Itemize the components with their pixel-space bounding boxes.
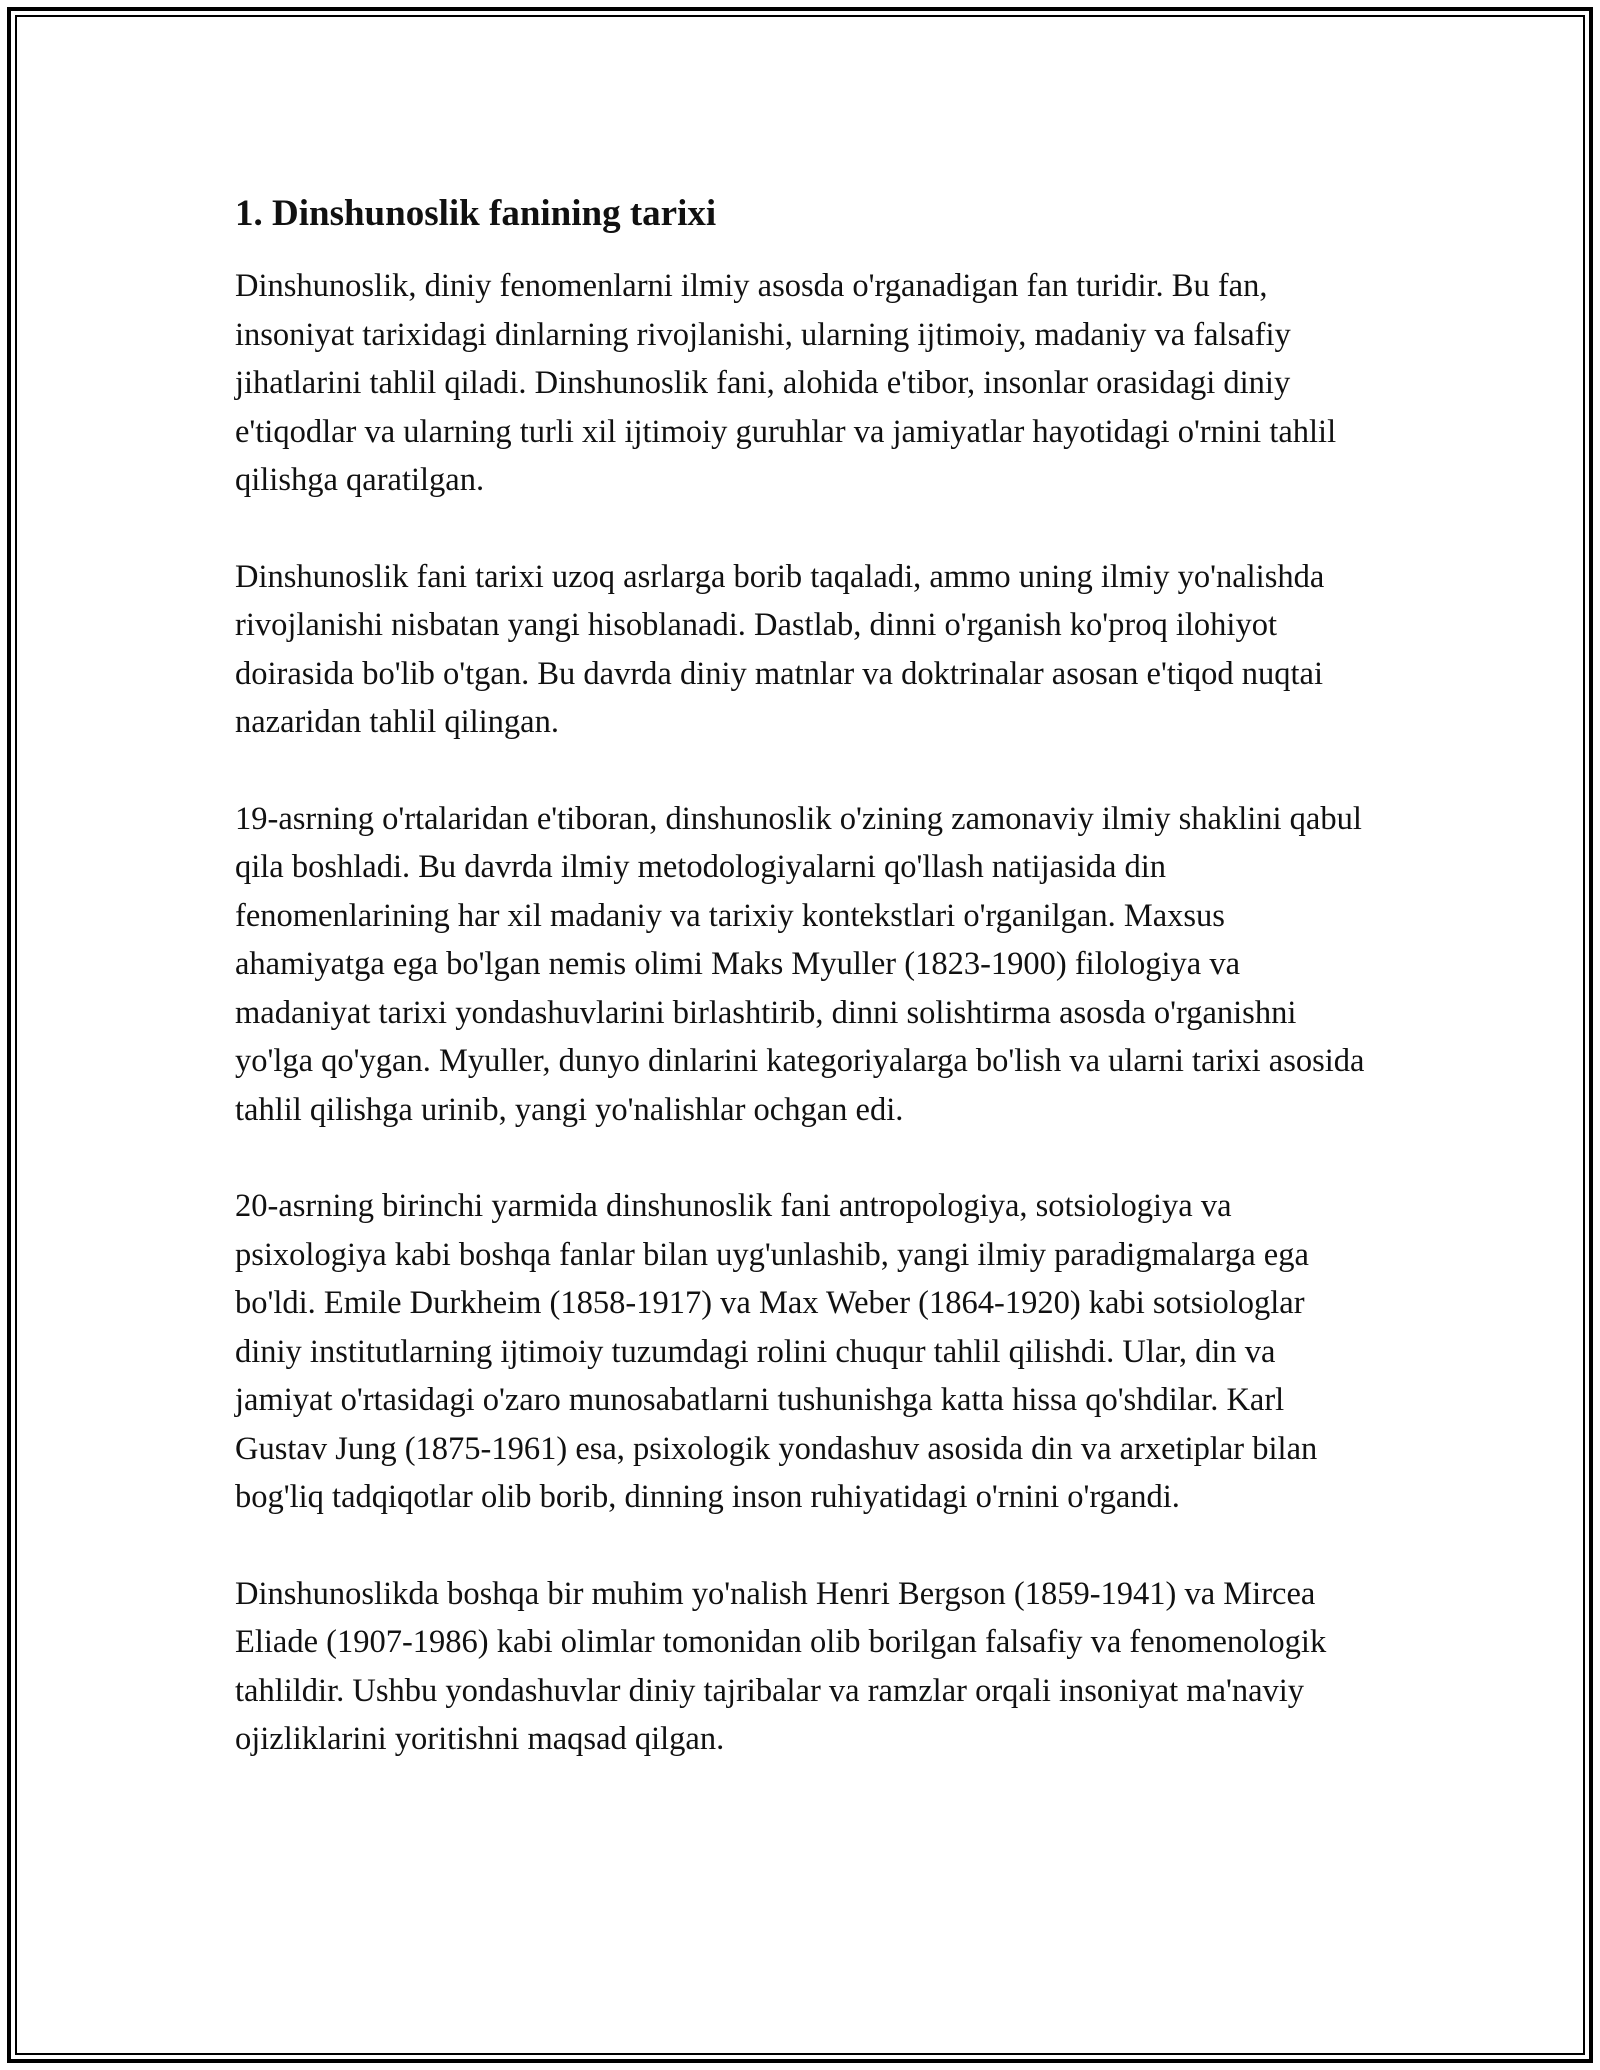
- paragraph-20th-century: 20-asrning birinchi yarmida dinshunoslik fani antropologiya, sotsiologiya va psixologiya kabi boshqa fanlar bilan uyg'unlashib, yangi ilmiy paradigmalarga ega bo'ldi. Emile Durkheim (1858-1917) va Max Weber (1864-1920) kabi sotsiologlar diniy institutlarning ijtimoiy tuzumdagi rolini chuqur tahlil qilishdi. Ular, din va jamiyat o'rtasidagi o'zaro munosabatlarni tushunishga katta hissa qo'shdilar. Karl Gustav Jung (1875-1961) esa, psixologik yondashuv asosida din va arxetiplar bilan bog'liq tadqiqotlar olib borib, dinning inson ruhiyatidagi o'rnini o'rgandi.: [235, 1188, 1318, 1515]
- section-heading: 1. Dinshunoslik fanining tarixi: [235, 193, 717, 234]
- paragraph-19th-century: 19-asrning o'rtalaridan e'tiboran, dinshunoslik o'zining zamonaviy ilmiy shaklini qabul qila boshladi. Bu davrda ilmiy metodologiyalarni qo'llash natijasida din fenomenlarining har xil madaniy va tarixiy kontekstlari o'rganilgan. Maxsus ahamiyatga ega bo'lgan nemis olimi Maks Myuller (1823-1900) filologiya va madaniyat tarixi yondashuvlarini birlashtirib, dinni solishtirma asosda o'rganishni yo'lga qo'ygan. Myuller, dunyo dinlarini kategoriyalarga bo'lish va ularni tarixi asosida tahlil qilishga urinib, yangi yo'nalishlar ochgan edi.: [235, 800, 1365, 1128]
- document-body: [235, 188, 1365, 1812]
- paragraph-phenomenology: Dinshunoslikda boshqa bir muhim yo'nalish Henri Bergson (1859-1941) va Mircea Eliade (1907-1986) kabi olimlar tomonidan olib borilgan falsafiy va fenomenologik tahlildir. Ushbu yondashuvlar diniy tajribalar va ramzlar orqali insoniyat ma'naviy ojizliklarini yoritishni maqsad qilgan.: [235, 1575, 1327, 1757]
- paragraph-early-history: Dinshunoslik fani tarixi uzoq asrlarga borib taqaladi, ammo uning ilmiy yo'nalishda rivojlanishi nisbatan yangi hisoblanadi. Dastlab, dinni o'rganish ko'proq ilohiyot doirasida bo'lib o'tgan. Bu davrda diniy matnlar va doktrinalar asosan e'tiqod nuqtai nazaridan tahlil qilingan.: [235, 558, 1325, 740]
- paragraph-introduction: Dinshunoslik, diniy fenomenlarni ilmiy asosda o'rganadigan fan turidir. Bu fan, insoniyat tarixidagi dinlarning rivojlanishi, ularning ijtimoiy, madaniy va falsafiy jihatlarini tahlil qiladi. Dinshunoslik fani, alohida e'tibor, insonlar orasidagi diniy e'tiqodlar va ularning turli xil ijtimoiy guruhlar va jamiyatlar hayotidagi o'rnini tahlil qilishga qaratilgan.: [235, 268, 1337, 498]
